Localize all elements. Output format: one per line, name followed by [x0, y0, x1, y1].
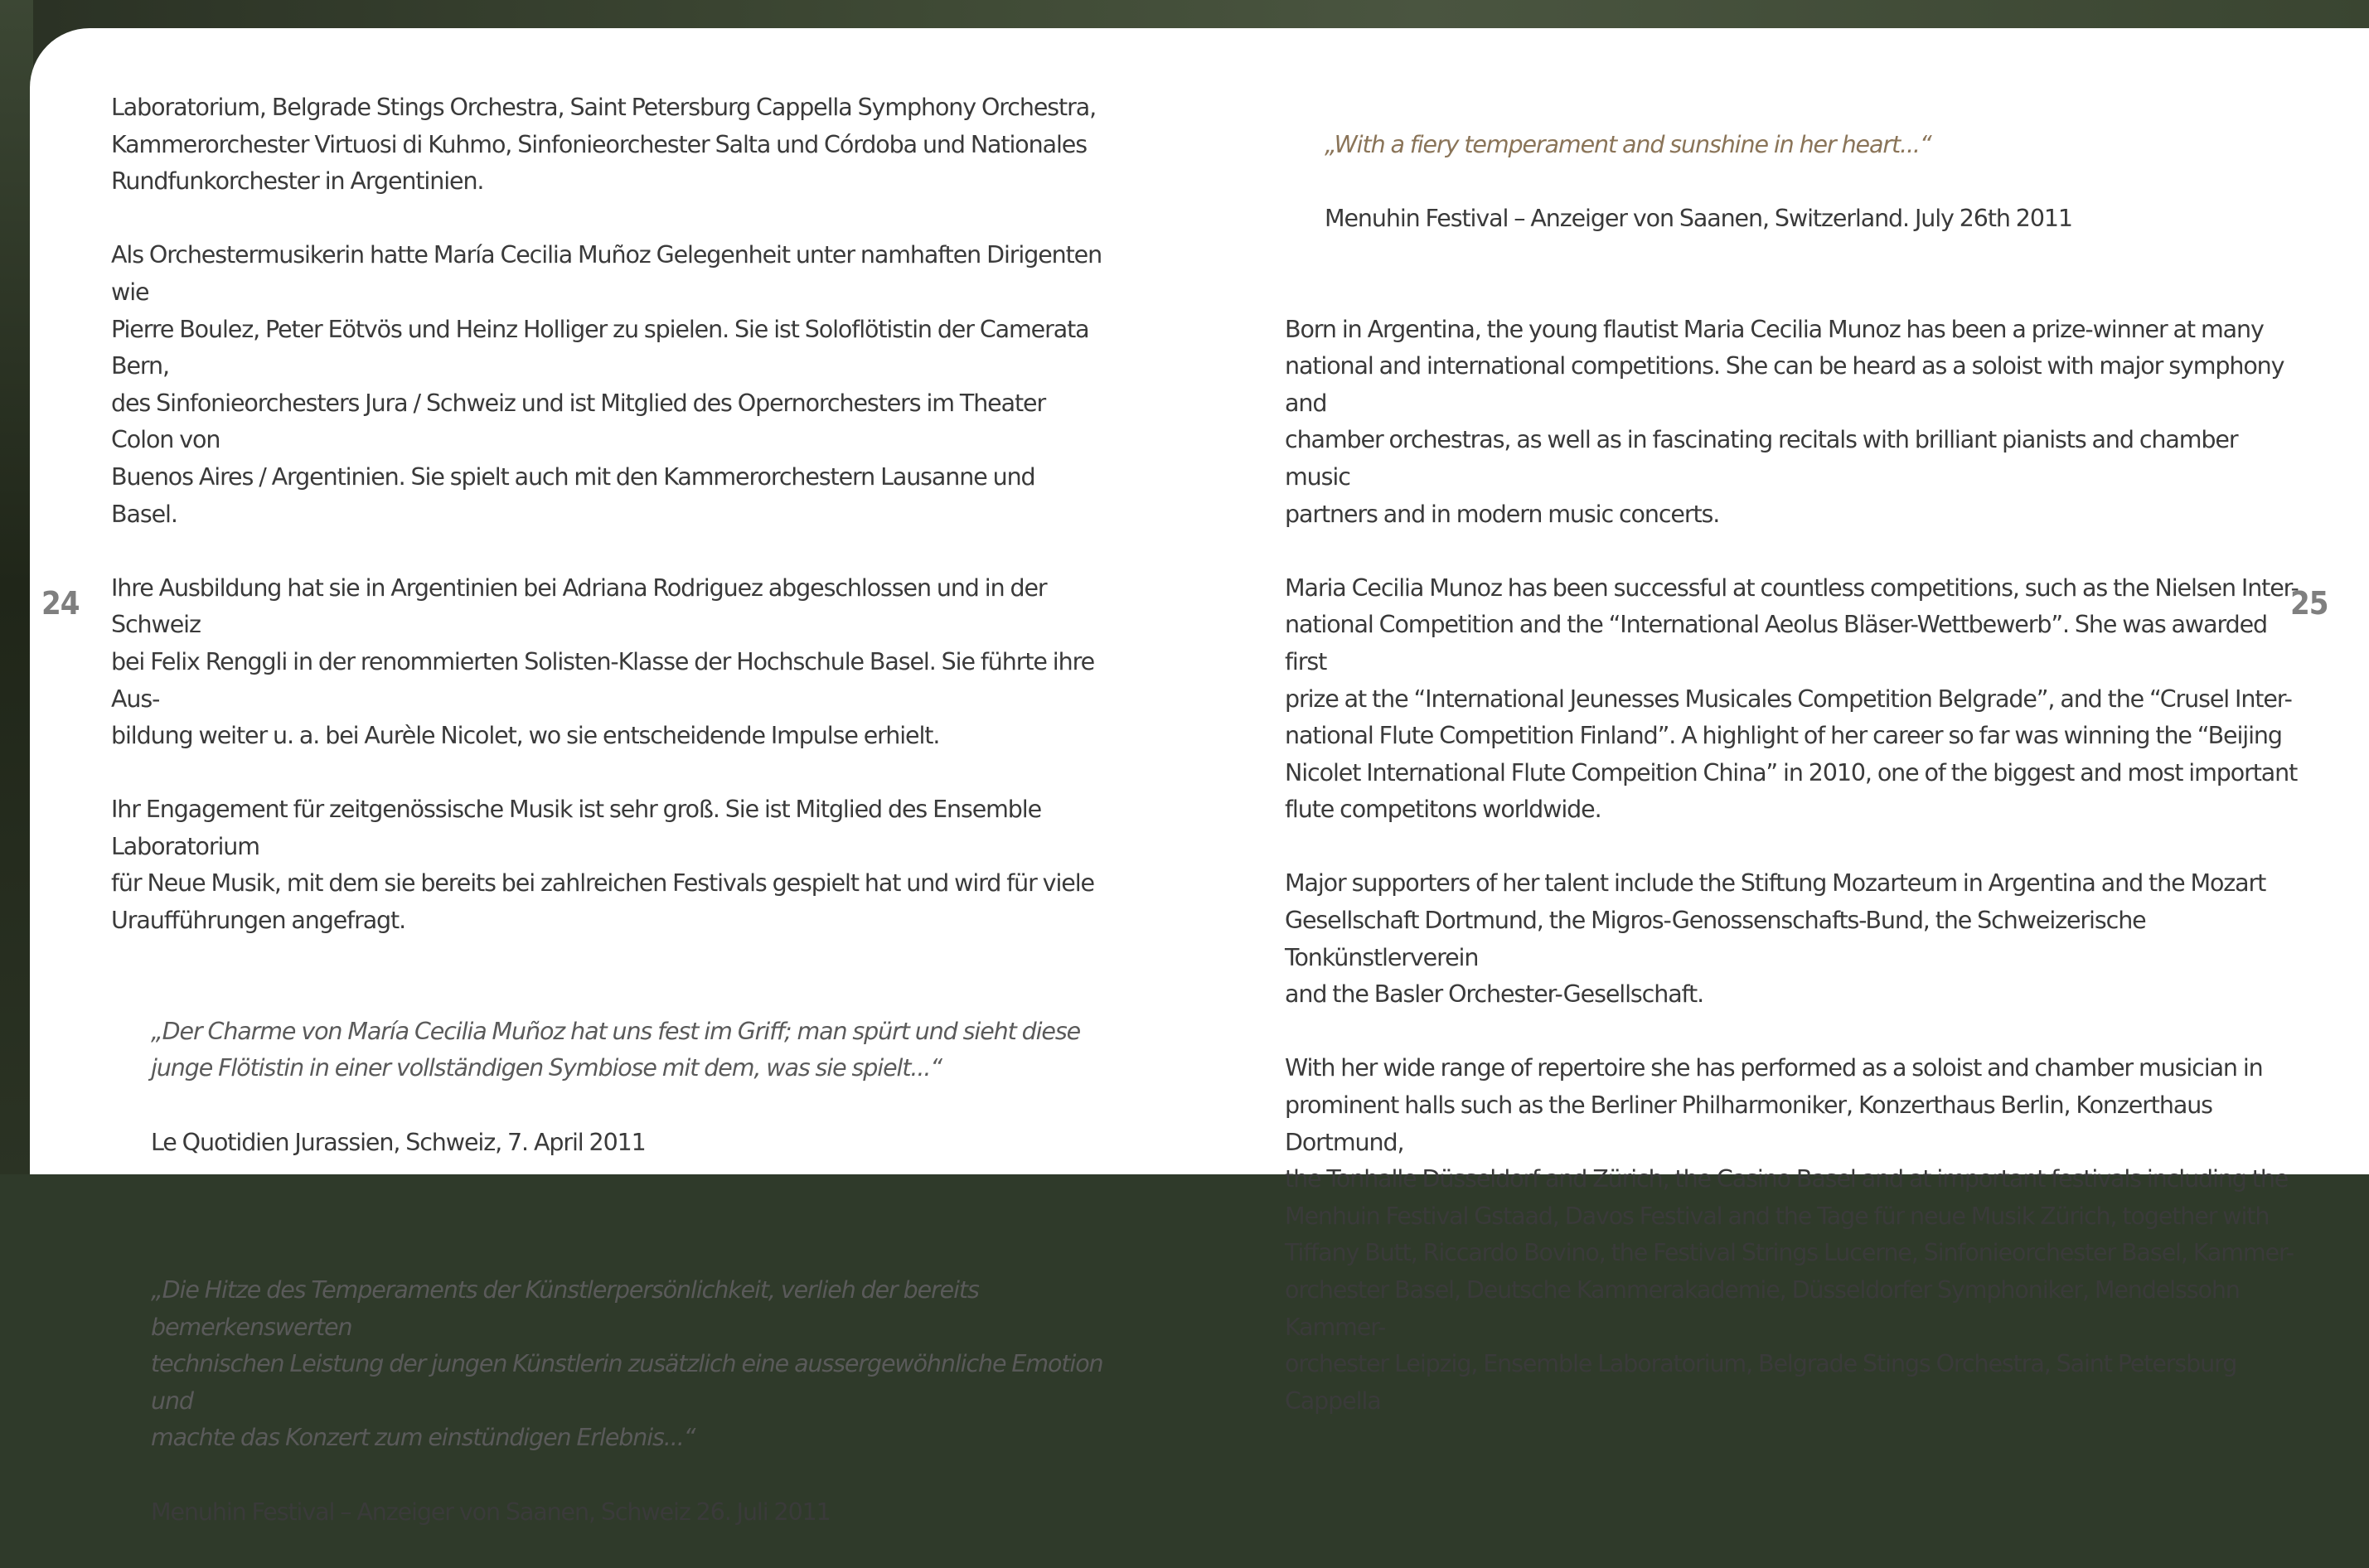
press-quote: [111, 976, 1106, 1198]
right-paragraph: With her wide range of repertoire she has performed as a soloist and chamber musician in prominent halls such as the Berliner Philharmoniker, Konzerthaus Berlin, Konzerthaus Dortmund, the Tonhalle Düsseldorf and Zürich, the Casino Basel and at important festivals including the Menhuin Festival Gstaad, Davos Festival and the Tage für neue Musik Zürich, together with Tiffany Butt, Riccardo Bovino, the Festival Strings Lucerne, Sinfonieorchester Basel, Kammer- orchester Basel, Deutsche Kammerakademie, Düsseldorfer Symphoniker, Mendelssohn Kammer- orchester Leipzig, Ensemble Laboratorium, Belgrade Stings Orchestra, Saint Petersburg Cappella: [1285, 1054, 2294, 1415]
page-number-left: 24: [41, 585, 80, 622]
left-paragraph: Als Orchestermusikerin hatte María Cecilia Muñoz Gelegenheit unter namhaften Dirigenten wie Pierre Boulez, Peter Eötvös und Heinz Holliger zu spielen. Sie ist Soloflötistin der Camerata Bern, des Sinfonieorchesters Jura / Schweiz und ist Mitglied des Opernorchesters im Theater Colon von Buenos Aires / Argentinien. Sie spielt auch mit den Kammerorchestern Lausanne und Basel.: [111, 241, 1102, 528]
press-quote-source: Menuhin Festival – Anzeiger von Saanen, Switzerland. July 26th 2011: [1325, 204, 2072, 232]
press-quote-text: „Die Hitze des Temperaments der Künstlerpersönlichkeit, verlieh der bereits bemerkenswerten technischen Leistung der jungen Künstlerin zusätzlich eine aussergewöhnliche Emotion und machte das Konzert zum einstündigen Erlebnis...“: [151, 1276, 1103, 1452]
right-paragraph: Born in Argentina, the young flautist Maria Cecilia Munoz has been a prize-winner at many national and international competitions. She can be heard as a soloist with major symphony and chamber orchestras, as well as in fascinating recitals with brilliant pianists and chamber music partners and in modern music concerts.: [1285, 315, 2284, 528]
left-paragraph: Ihre Ausbildung hat sie in Argentinien bei Adriana Rodriguez abgeschlossen und in der Schweiz bei Felix Renggli in der renommierten Solisten-Klasse der Hochschule Basel. Sie führte ihre Aus- bildung weiter u. a. bei Aurèle Nicolet, wo sie entscheidende Impulse erhielt.: [111, 573, 1095, 750]
left-paragraph: Ihr Engagement für zeitgenössische Musik ist sehr groß. Sie ist Mitglied des Ensemble Laboratorium für Neue Musik, mit dem sie bereits bei zahlreichen Festivals gespielt hat und wird für viele Uraufführungen angefragt.: [111, 796, 1094, 935]
press-quote: [1285, 90, 2304, 274]
press-quote-text: „With a fiery temperament and sunshine in her heart...“: [1325, 130, 1931, 158]
page-number-right: 25: [2290, 585, 2328, 622]
right-paragraph: Major supporters of her talent include the Stiftung Mozarteum in Argentina and the Mozart Gesellschaft Dortmund, the Migros-Genossenschafts-Bund, the Schweizerische Tonkünstlerverein and the Basler Orchester-Gesellschaft.: [1285, 869, 2266, 1009]
press-quote-text: „Der Charme von María Cecilia Muñoz hat uns fest im Griff; man spürt und sieht diese junge Flötistin in einer vollständigen Symbiose mit dem, was sie spielt...“: [151, 1017, 1081, 1082]
press-quote-source: Menuhin Festival – Anzeiger von Saanen, Schweiz 26. Juli 2011: [151, 1498, 831, 1526]
press-quote-source: Le Quotidien Jurassien, Schweiz, 7. April 2011: [151, 1128, 646, 1156]
right-page-text: [1285, 90, 2304, 1457]
backdrop-edge: [0, 0, 33, 1174]
right-paragraph: Maria Cecilia Munoz has been successful at countless competitions, such as the Nielsen Inter- national Competition and the “International Aeolus Bläser-Wettbewerb”. She was awarded first prize at the “International Jeunesses Musicales Competition Belgrade”, and the “Crusel Inter- national Flute Competition Finland”. A highlight of her career so far was winning the “Beijing Nicolet International Flute Compeition China” in 2010, one of the biggest and most important flute competitons worldwide.: [1285, 573, 2299, 824]
left-paragraph: Laboratorium, Belgrade Stings Orchestra, Saint Petersburg Cappella Symphony Orchestra, Kammerorchester Virtuosi di Kuhmo, Sinfonieorchester Salta und Córdoba und Nationales Rundfunkorchester in Argentinien.: [111, 94, 1097, 196]
left-page-text: [111, 90, 1106, 1568]
press-quote: [111, 1235, 1106, 1567]
